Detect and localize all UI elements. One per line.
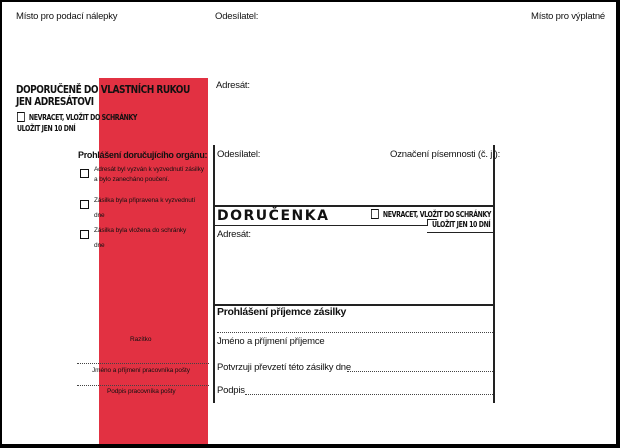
confirm-date-line[interactable] bbox=[347, 371, 493, 372]
receipt-title: DORUČENKA bbox=[217, 208, 330, 224]
declaration-option-1[interactable] bbox=[80, 165, 89, 183]
signature-label: Podpis bbox=[217, 385, 245, 396]
option-3-checkbox[interactable] bbox=[80, 230, 89, 239]
receipt-right-border bbox=[493, 145, 495, 403]
receipt-title-bottom-line-left bbox=[213, 225, 428, 226]
receipt-title-top-line bbox=[213, 205, 495, 207]
option-1-checkbox[interactable] bbox=[80, 169, 89, 178]
receipt-left-border bbox=[213, 145, 215, 403]
receipt-addressee-label: Adresát: bbox=[217, 229, 251, 240]
stamp-label: Razítko bbox=[130, 336, 152, 343]
title-line-1: DOPORUČENĚ DO VLASTNÍCH RUKOU bbox=[16, 83, 190, 96]
registered-title bbox=[16, 84, 190, 108]
reference-label: Označení písemnosti (č. j.): bbox=[390, 149, 501, 160]
declaration-option-2[interactable] bbox=[80, 196, 89, 214]
receipt-sender-label: Odesílatel: bbox=[217, 149, 261, 160]
receipt-no-return-option[interactable] bbox=[371, 209, 491, 219]
receipt-no-return-checkbox[interactable] bbox=[371, 209, 379, 219]
receipt-title-step bbox=[427, 219, 428, 226]
recipient-name-label: Jméno a příjmení příjemce bbox=[217, 336, 325, 347]
addressee-label: Adresát: bbox=[216, 80, 250, 91]
delivery-form-page bbox=[2, 2, 616, 444]
worker-signature-label: Podpis pracovníka pošty bbox=[107, 388, 176, 395]
recipient-declaration-title: Prohlášení příjemce zásilky bbox=[217, 306, 347, 318]
receipt-no-return-label: NEVRACET, VLOŽIT DO SCHRÁNKY bbox=[382, 209, 492, 219]
declaration-option-3[interactable] bbox=[80, 226, 89, 244]
worker-name-line[interactable] bbox=[77, 363, 209, 364]
posting-label-place: Místo pro podací nálepky bbox=[16, 11, 118, 22]
store-days: ULOŽIT JEN 10 DNÍ bbox=[17, 124, 76, 133]
option-2-checkbox[interactable] bbox=[80, 200, 89, 209]
option-3-line-1: Zásilka byla vložena do schránky bbox=[94, 227, 187, 234]
recipient-name-line[interactable] bbox=[217, 332, 493, 333]
receipt-title-bottom-line-right bbox=[427, 232, 495, 233]
title-line-2: JEN ADRESÁTOVI bbox=[16, 95, 94, 108]
worker-name-label: Jméno a příjmení pracovníka pošty bbox=[92, 367, 190, 374]
worker-signature-line[interactable] bbox=[77, 385, 209, 386]
receipt-store-days: ULOŽIT JEN 10 DNÍ bbox=[432, 220, 491, 229]
signature-line[interactable] bbox=[245, 394, 493, 395]
declaration-title: Prohlášení doručujícího orgánu: bbox=[78, 150, 208, 160]
option-2-line-2: dne bbox=[94, 212, 105, 219]
option-3-line-2: dne bbox=[94, 242, 105, 249]
option-1-line-1: Adresát byl vyzván k vyzvednutí zásilky bbox=[94, 166, 204, 173]
option-1-line-2: a bylo zanecháno poučení. bbox=[94, 176, 170, 183]
option-2-line-1: Zásilka byla připravena k vyzvednutí bbox=[94, 197, 196, 204]
header-sender-label: Odesílatel: bbox=[215, 11, 259, 22]
no-return-checkbox[interactable] bbox=[17, 112, 25, 122]
confirm-date-label: Potvrzuji převzetí této zásilky dne bbox=[217, 362, 351, 373]
no-return-option[interactable] bbox=[17, 112, 137, 122]
postage-place: Místo pro výplatné bbox=[531, 11, 606, 22]
no-return-label: NEVRACET, VLOŽIT DO SCHRÁNKY bbox=[28, 112, 138, 122]
receipt-title-step-top bbox=[427, 219, 437, 220]
